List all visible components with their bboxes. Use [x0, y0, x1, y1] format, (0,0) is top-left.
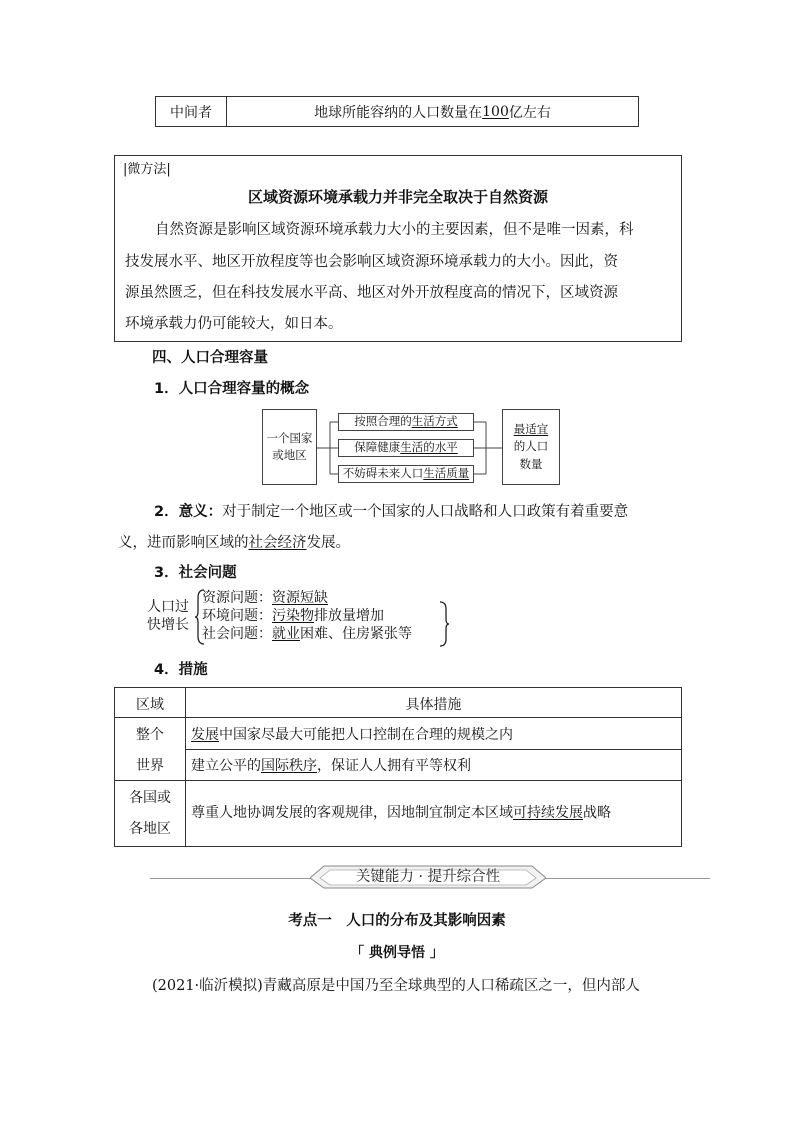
- diagram-right-line3: 数量: [519, 456, 543, 471]
- top-table-label: 中间者: [156, 97, 227, 126]
- row1-item2-underlined: 国际秩序: [261, 758, 317, 774]
- row2-item-prefix: 尊重人地协调发展的客观规律，因地制宜制定本区域: [191, 805, 513, 821]
- top-table-value-cell: [227, 97, 638, 126]
- top-table: [155, 96, 639, 127]
- diagram-left-box: [262, 409, 317, 485]
- social-issue-2: [202, 607, 412, 625]
- social-issue-1-prefix: 资源问题：: [202, 590, 272, 606]
- section-4-sub2-label: 2．意义：: [154, 504, 223, 520]
- section-4-sub2-line2: [118, 531, 350, 552]
- measures-row1-item1: [191, 724, 513, 744]
- method-line-4: 环境承载力仍可能较大，如日本。: [125, 316, 343, 332]
- method-line-2: 技发展水平、地区开放程度等也会影响区域资源环境承载力的大小。因此，资: [125, 254, 618, 270]
- section-4-sub1: 1．人口合理容量的概念: [154, 381, 310, 397]
- diagram-right-box: [502, 409, 560, 485]
- section-4-sub2-text: 对于制定一个地区或一个国家的人口战略和人口政策有着重要意: [222, 504, 629, 520]
- row2-item-suffix: 战略: [583, 805, 611, 821]
- measures-header-divider: [115, 717, 681, 718]
- social-issue-2-underlined: 污染物: [272, 608, 314, 624]
- social-issue-3-suffix: 困难、住房紧张等: [300, 626, 412, 642]
- diagram-mid2-underlined: 生活的水平: [400, 440, 458, 455]
- sub2-line2-suffix: 发展。: [306, 535, 350, 551]
- measures-row1-item2: [191, 755, 471, 775]
- measures-table: [114, 687, 682, 847]
- social-issue-2-suffix: 排放量增加: [314, 608, 384, 624]
- diagram-right-line1: 最适宜: [513, 422, 549, 437]
- kp-example-tag: 「 典例导悟 」: [350, 945, 444, 961]
- kp-question: (2021·临沂模拟)青藏高原是中国乃至全球典型的人口稀疏区之一，但内部人: [152, 978, 640, 994]
- measures-row2-region-a: 各国或: [129, 790, 171, 806]
- sub2-line2-prefix: 义，进而影响区域的: [118, 535, 249, 551]
- social-right-brace: [438, 600, 450, 648]
- social-issue-1-underlined: 资源短缺: [272, 590, 328, 606]
- top-table-prefix: 地球所能容纳的人口数量在: [314, 104, 483, 121]
- row1-item2-suffix: ，保证人人拥有平等权利: [317, 758, 471, 774]
- diagram-mid1-prefix: 按照合理的: [354, 414, 412, 429]
- top-table-suffix: 亿左右: [508, 104, 551, 121]
- method-line-3: 源虽然匮乏，但在科技发展水平高、地区对外开放程度高的情况下，区域资源: [125, 285, 618, 301]
- row1-item1-underlined: 发展: [191, 727, 219, 743]
- diagram-left-line2: 或地区: [272, 448, 307, 462]
- section-4-sub3: 3．社会问题: [154, 565, 237, 581]
- measures-row2-item: [191, 802, 611, 822]
- diagram-mid2-prefix: 保障健康: [354, 440, 401, 455]
- row2-item-underlined: 可持续发展: [513, 805, 583, 821]
- social-left-line1: 人口过: [147, 599, 189, 615]
- social-issue-3-prefix: 社会问题：: [202, 626, 272, 642]
- section-4-title: 四、人口合理容量: [152, 350, 268, 366]
- diagram-mid-box-3: [338, 465, 474, 483]
- section-4-sub2-line1: [154, 500, 628, 521]
- diagram-left-line1: 一个国家: [266, 430, 313, 445]
- social-issue-2-prefix: 环境问题：: [202, 608, 272, 624]
- measures-row1-region-b: 世界: [136, 758, 164, 774]
- diagram-right-line2: 的人口: [513, 439, 549, 454]
- measures-row1-inner-divider: [186, 749, 681, 750]
- social-issues-list: [202, 589, 412, 643]
- section-4-sub4: 4．措施: [154, 662, 208, 678]
- diagram-mid-box-1: [338, 413, 474, 431]
- measures-header-measures: 具体措施: [405, 697, 462, 713]
- social-issue-3: [202, 625, 412, 643]
- measures-row1-region-a: 整个: [136, 727, 164, 743]
- method-box: [114, 155, 682, 342]
- social-issue-1: [202, 589, 412, 607]
- row1-item1-rest: 中国家尽最大可能把人口控制在合理的规模之内: [219, 727, 513, 743]
- measures-row2-region-b: 各地区: [129, 821, 171, 837]
- measures-header-region: 区域: [136, 697, 164, 713]
- social-left-label: [147, 598, 189, 634]
- diagram-mid1-underlined: 生活方式: [411, 414, 458, 429]
- method-title: 区域资源环境承载力并非完全取决于自然资源: [247, 188, 548, 206]
- row1-item2-prefix: 建立公平的: [191, 758, 261, 774]
- social-issue-3-underlined: 就业: [272, 626, 300, 642]
- banner-text: 关键能力 · 提升综合性: [355, 869, 501, 885]
- top-table-number: 100: [482, 103, 509, 120]
- method-tag: |微方法|: [123, 162, 171, 177]
- section-banner: [310, 859, 546, 889]
- diagram-mid-box-2: [338, 439, 474, 457]
- diagram-mid3-underlined: 生活质量: [423, 466, 470, 481]
- method-line-1: 自然资源是影响区域资源环境承载力大小的主要因素，但不是唯一因素，科: [155, 222, 634, 238]
- concept-diagram: [262, 407, 562, 487]
- sub2-line2-underlined: 社会经济: [248, 535, 307, 551]
- kp-title: 考点一 人口的分布及其影响因素: [288, 913, 506, 929]
- measures-row-divider: [115, 780, 681, 781]
- diagram-mid3-prefix: 不妨碍未来人口: [342, 466, 424, 481]
- social-left-line2: 快增长: [147, 617, 189, 633]
